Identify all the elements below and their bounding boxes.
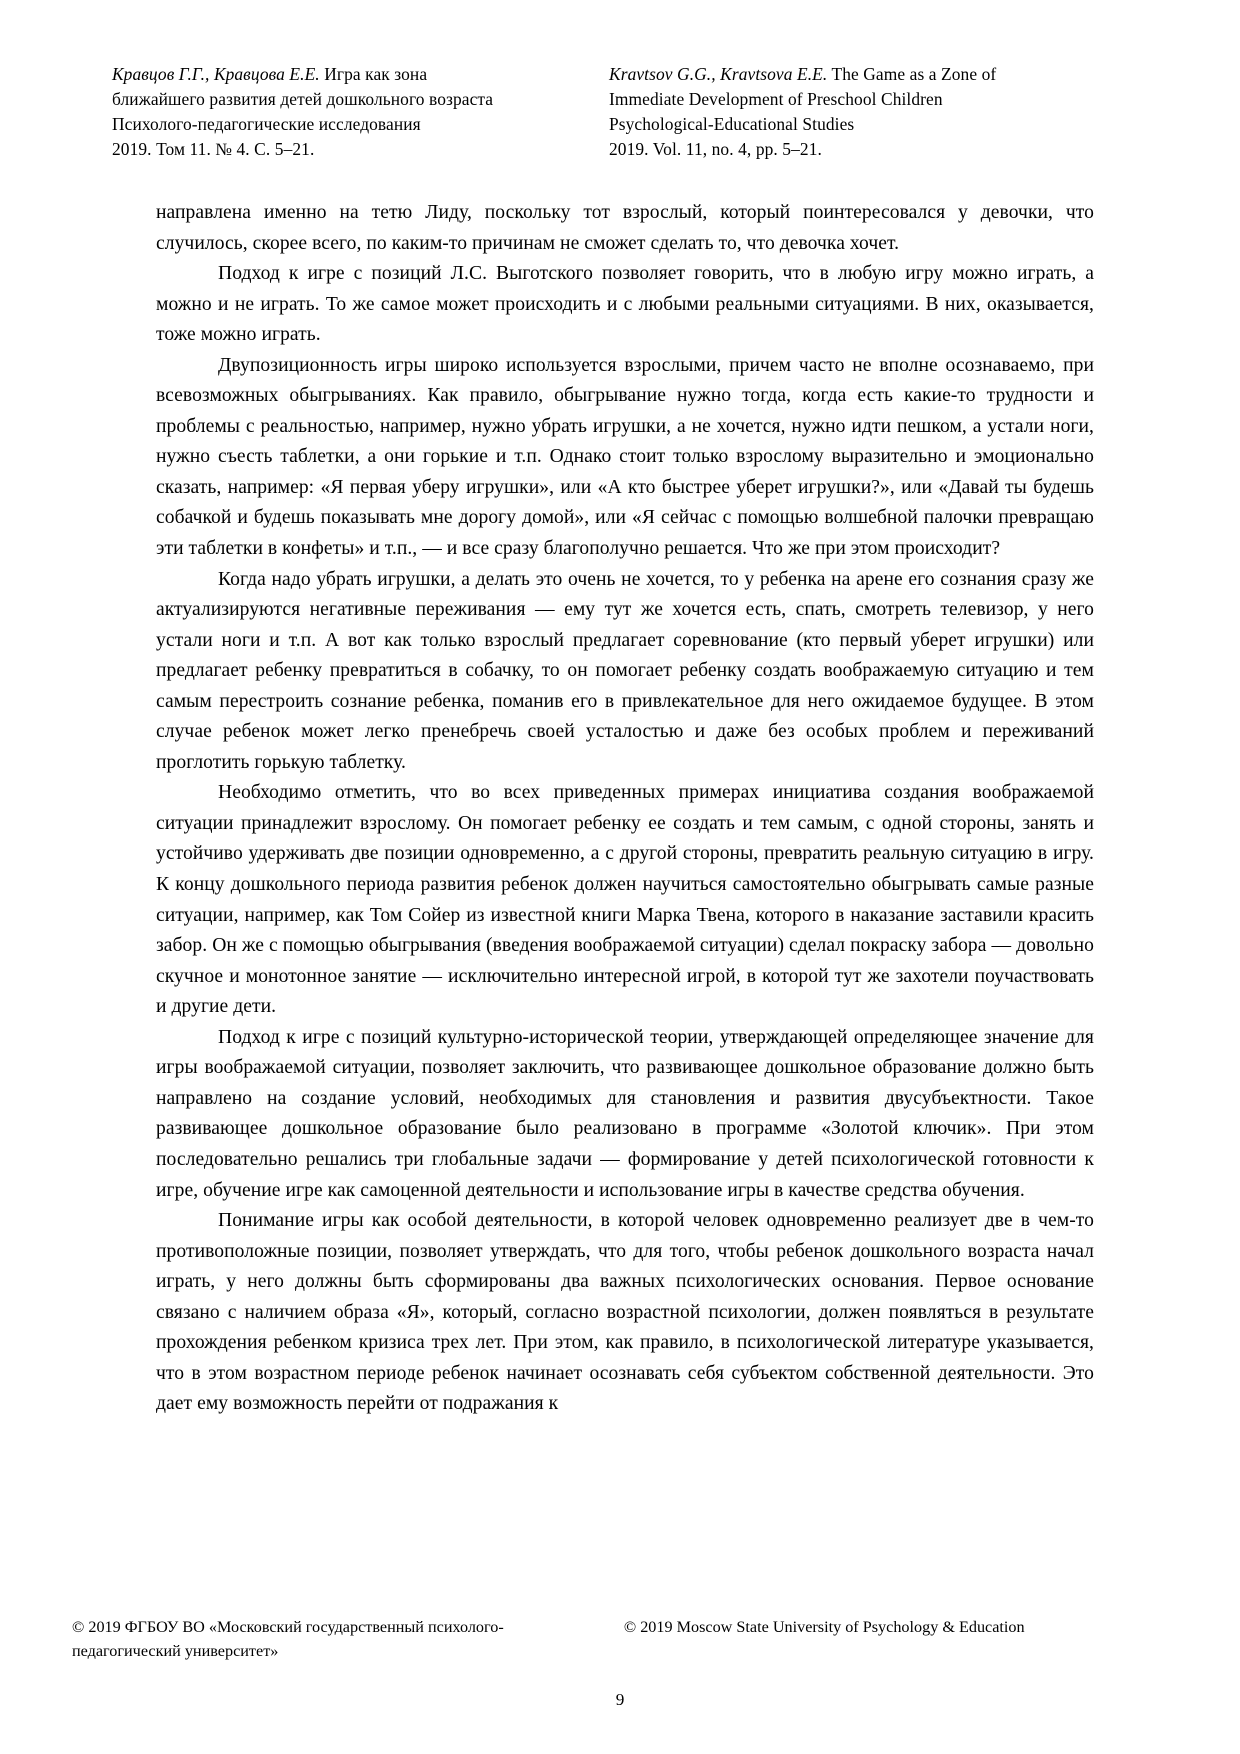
running-head-ru-title: Игра как зона [319, 64, 428, 84]
paragraph: Подход к игре с позиций Л.С. Выготского позволяет говорить, что в любую игру можно играть, а можно и не играть. То же самое может происходить и с любыми реальными ситуациями. В них, оказывается, тоже можно играть. [156, 263, 1094, 346]
running-head-en-line-2: Immediate Development of Preschool Children [609, 89, 943, 109]
paragraph: Когда надо убрать игрушки, а делать это очень не хочется, то у ребенка на арене его сознания сразу же актуализируются негативные переживания — ему тут же хочется есть, спать, смотреть телевизор, у него устали ноги и т.п. А вот как только взрослый предлагает соревнование (кто первый уберет игрушки) или предлагает ребенку превратиться в собачку, то он помогает ребенку создать воображаемую ситуацию и тем самым перестроить сознание ребенка, поманив его в привлекательное для него ожидаемое будущее. В этом случае ребенок может легко пренебречь своей усталостью и даже без особых проблем и переживаний проглотить горькую таблетку. [156, 568, 1094, 773]
running-head-en-authors: Kravtsov G.G., Kravtsova E.E. [609, 64, 828, 84]
footer-copyright-english [552, 1616, 1170, 1640]
running-head [112, 62, 1160, 162]
page-footer [70, 1616, 1170, 1663]
running-head-ru-line-2: ближайшего развития детей дошкольного возраста [112, 89, 494, 109]
running-head-ru-line-3: Психолого-педагогические исследования [112, 114, 421, 134]
running-head-en-line-3: Psychological-Educational Studies [609, 114, 855, 134]
running-head-ru-line-1 [112, 62, 609, 87]
running-head-en-title: The Game as a Zone of [827, 64, 997, 84]
footer-copyright-russian [70, 1616, 552, 1663]
body-text [156, 198, 1094, 1420]
footer-ru-line-1: © 2019 ФГБОУ ВО «Московский государственный психолого- [72, 1618, 504, 1636]
running-head-english [609, 62, 1129, 162]
running-head-ru-authors: Кравцов Г.Г., Кравцова Е.Е. [112, 64, 320, 84]
paragraph: Необходимо отметить, что во всех приведенных примерах инициатива создания воображаемой ситуации принадлежит взрослому. Он помогает ребенку ее создать и тем самым, с одной стороны, занять и устойчиво удерживать две позиции одновременно, а с другой стороны, превратить реальную ситуацию в игру. К концу дошкольного периода развития ребенок должен научиться самостоятельно обыгрывать самые разные ситуации, например, как Том Сойер из известной книги Марка Твена, которого в наказание заставили красить забор. Он же с помощью обыгрывания (введения воображаемой ситуации) сделал покраску забора — довольно скучное и монотонное занятие — исключительно интересной игрой, в которой тут же захотели поучаствовать и другие дети. [156, 782, 1094, 1018]
footer-ru-line-2: педагогический университет» [72, 1641, 279, 1660]
paragraph: направлена именно на тетю Лиду, поскольку тот взрослый, который поинтересовался у девочки, что случилось, скорее всего, по каким-то причинам не сможет сделать то, что девочка хочет. [156, 202, 1094, 254]
page-number: 9 [615, 1690, 625, 1709]
paragraph: Двупозиционность игры широко используется взрослыми, причем часто не вполне осознаваемо, при всевозможных обыгрываниях. Как правило, обыгрывание нужно тогда, когда есть какие-то трудности и проблемы с реальностью, например, нужно убрать игрушки, а не хочется, нужно идти пешком, а устали ноги, нужно съесть таблетки, а они горькие и т.п. Однако стоит только взрослому выразительно и эмоционально сказать, например: «Я первая уберу игрушки», или «А кто быстрее уберет игрушки?», или «Давай ты будешь собачкой и будешь показывать мне дорогу домой», или «Я сейчас с помощью волшебной палочки превращаю эти таблетки в конфеты» и т.п., — и все сразу благополучно решается. Что же при этом происходит? [156, 354, 1094, 560]
paragraph: Подход к игре с позиций культурно-исторической теории, утверждающей определяющее значение для игры воображаемой ситуации, позволяет заключить, что развивающее дошкольное образование должно быть направлено на создание условий, необходимых для становления и развития двусубъектности. Такое развивающее дошкольное образование было реализовано в программе «Золотой ключик». При этом последовательно решались три глобальные задачи — формирование у детей психологической готовности к игре, обучение игре как самоценной деятельности и использование игры в качестве средства обучения. [156, 1026, 1094, 1201]
running-head-en-line-1 [609, 62, 1129, 87]
running-head-ru-line-4: 2019. Том 11. № 4. С. 5–21. [112, 139, 315, 159]
running-head-en-line-4: 2019. Vol. 11, no. 4, pp. 5–21. [609, 139, 822, 159]
footer-en-line-1: © 2019 Moscow State University of Psychology & Education [623, 1618, 1025, 1636]
paragraph: Понимание игры как особой деятельности, в которой человек одновременно реализует две в чем-то противоположные позиции, позволяет утверждать, что для того, чтобы ребенок дошкольного возраста начал играть, у него должны быть сформированы два важных психологических основания. Первое основание связано с наличием образа «Я», который, согласно возрастной психологии, должен появляться в результате прохождения ребенком кризиса трех лет. При этом, как правило, в психологической литературе указывается, что в этом возрастном периоде ребенок начинает осознавать себя субъектом собственной деятельности. Это дает ему возможность перейти от подражания к [156, 1210, 1094, 1415]
running-head-russian [112, 62, 609, 162]
